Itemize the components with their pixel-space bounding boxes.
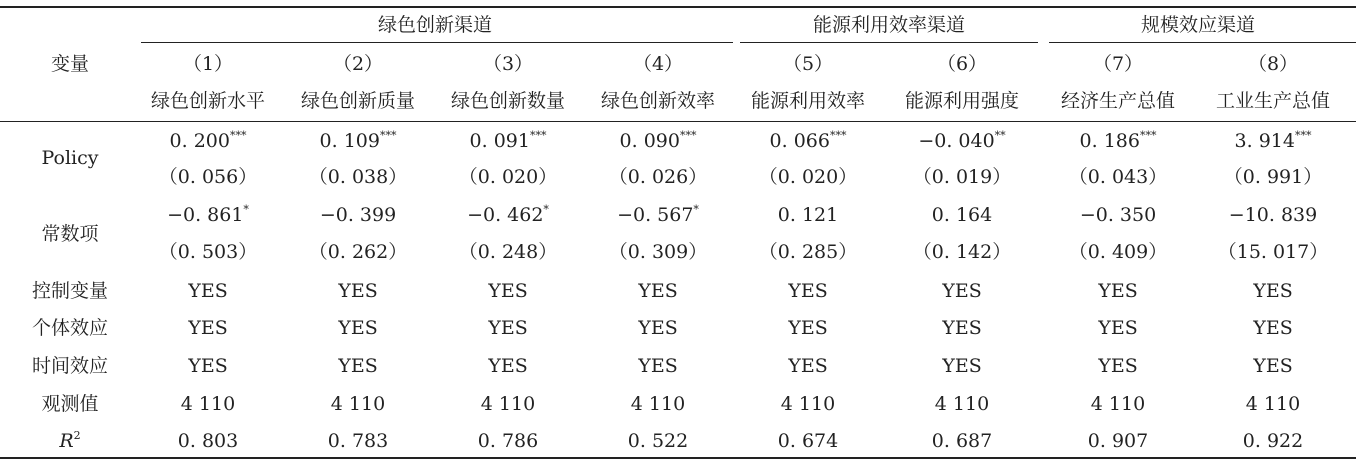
row-label-individual-effects: 个体效应	[31, 317, 109, 339]
control-variables-value: YES	[1098, 280, 1138, 302]
coefficient-value: −10. 839	[1228, 204, 1318, 226]
control-variables-value: YES	[942, 280, 982, 302]
coefficient-value: −0. 462	[467, 204, 544, 226]
coefficient-value: 0. 121	[777, 204, 839, 226]
coefficient-value: 0. 200	[169, 130, 230, 152]
coefficient-value: 0. 066	[769, 130, 830, 152]
coefficient-value: −0. 861	[167, 204, 244, 226]
row-label-constant: 常数项	[41, 223, 99, 245]
policy-coefficient	[1080, 129, 1157, 153]
observations-value: 4 110	[480, 393, 536, 415]
r-squared-value: 0. 674	[777, 430, 839, 452]
column-name: 绿色创新质量	[300, 90, 416, 112]
coefficient-value: 0. 109	[319, 130, 380, 152]
coefficient-value: −0. 350	[1079, 204, 1157, 226]
significance-stars: ***	[379, 129, 397, 142]
coefficient-value: 0. 091	[469, 130, 530, 152]
coefficient-value: −0. 399	[319, 204, 397, 226]
policy-standard-error: （0. 020）	[458, 166, 558, 188]
significance-stars: ***	[679, 129, 697, 142]
column-number: （4）	[632, 53, 684, 75]
significance-stars: **	[994, 129, 1006, 142]
header-rule	[0, 121, 1356, 122]
individual-effects-value: YES	[638, 317, 678, 339]
policy-coefficient	[918, 129, 1005, 153]
top-rule	[0, 6, 1356, 8]
control-variables-value: YES	[1253, 280, 1293, 302]
row-label-time-effects: 时间效应	[31, 355, 109, 377]
constant-standard-error: （0. 409）	[1068, 241, 1168, 263]
r-squared-value: 0. 907	[1087, 430, 1149, 452]
time-effects-value: YES	[338, 355, 378, 377]
individual-effects-value: YES	[942, 317, 982, 339]
significance-stars: *	[543, 203, 549, 216]
significance-stars: ***	[829, 129, 847, 142]
column-number: （3）	[482, 53, 534, 75]
constant-coefficient	[1229, 203, 1317, 227]
time-effects-value: YES	[188, 355, 228, 377]
coefficient-value: 0. 090	[619, 130, 680, 152]
policy-standard-error: （0. 020）	[758, 166, 858, 188]
column-number: （5）	[782, 53, 834, 75]
significance-stars: ***	[1294, 129, 1312, 142]
individual-effects-value: YES	[488, 317, 528, 339]
control-variables-value: YES	[638, 280, 678, 302]
group-header-scale-effect: 规模效应渠道	[1140, 14, 1256, 36]
individual-effects-value: YES	[1253, 317, 1293, 339]
policy-coefficient	[470, 129, 547, 153]
policy-standard-error: （0. 991）	[1223, 166, 1323, 188]
column-name: 经济生产总值	[1060, 90, 1176, 112]
individual-effects-value: YES	[1098, 317, 1138, 339]
individual-effects-value: YES	[338, 317, 378, 339]
r-squared-exponent: 2	[73, 429, 81, 442]
constant-standard-error: （0. 248）	[458, 241, 558, 263]
constant-standard-error: （15. 017）	[1217, 241, 1329, 263]
column-name: 绿色创新水平	[150, 90, 266, 112]
column-name: 绿色创新效率	[600, 90, 716, 112]
time-effects-value: YES	[1253, 355, 1293, 377]
policy-coefficient	[1235, 129, 1312, 153]
group-rule-green-innovation	[141, 42, 733, 43]
column-number: （6）	[936, 53, 988, 75]
constant-coefficient	[778, 203, 838, 227]
constant-coefficient	[467, 203, 549, 227]
constant-standard-error: （0. 262）	[308, 241, 408, 263]
group-header-green-innovation: 绿色创新渠道	[377, 14, 493, 36]
control-variables-value: YES	[338, 280, 378, 302]
significance-stars: ***	[229, 129, 247, 142]
column-number: （7）	[1092, 53, 1144, 75]
coefficient-value: 0. 164	[931, 204, 993, 226]
time-effects-value: YES	[488, 355, 528, 377]
r-squared-value: 0. 786	[477, 430, 539, 452]
constant-coefficient	[320, 203, 396, 227]
row-label-policy: Policy	[41, 147, 99, 169]
r-squared-value: 0. 687	[931, 430, 993, 452]
r-squared-value: 0. 803	[177, 430, 239, 452]
coefficient-value: −0. 567	[617, 204, 694, 226]
time-effects-value: YES	[1098, 355, 1138, 377]
group-rule-energy-efficiency	[740, 42, 1038, 43]
observations-value: 4 110	[934, 393, 990, 415]
observations-value: 4 110	[1090, 393, 1146, 415]
significance-stars: *	[243, 203, 249, 216]
individual-effects-value: YES	[188, 317, 228, 339]
significance-stars: ***	[529, 129, 547, 142]
observations-value: 4 110	[630, 393, 686, 415]
individual-effects-value: YES	[788, 317, 828, 339]
coefficient-value: 0. 186	[1079, 130, 1140, 152]
constant-coefficient	[932, 203, 992, 227]
r-squared-value: 0. 522	[627, 430, 689, 452]
policy-coefficient	[320, 129, 397, 153]
policy-standard-error: （0. 043）	[1068, 166, 1168, 188]
policy-standard-error: （0. 026）	[608, 166, 708, 188]
policy-standard-error: （0. 056）	[158, 166, 258, 188]
variable-header: 变量	[50, 53, 90, 75]
row-label-observations: 观测值	[41, 393, 99, 415]
group-header-energy-efficiency: 能源利用效率渠道	[812, 14, 966, 36]
constant-coefficient	[1080, 203, 1156, 227]
row-label-r-squared	[59, 429, 80, 453]
column-number: （8）	[1247, 53, 1299, 75]
time-effects-value: YES	[942, 355, 982, 377]
control-variables-value: YES	[488, 280, 528, 302]
observations-value: 4 110	[180, 393, 236, 415]
r-squared-value: 0. 783	[327, 430, 389, 452]
policy-coefficient	[620, 129, 697, 153]
coefficient-value: 3. 914	[1234, 130, 1295, 152]
observations-value: 4 110	[780, 393, 836, 415]
column-name: 能源利用效率	[750, 90, 866, 112]
policy-standard-error: （0. 019）	[912, 166, 1012, 188]
policy-coefficient	[770, 129, 847, 153]
significance-stars: *	[693, 203, 699, 216]
policy-standard-error: （0. 038）	[308, 166, 408, 188]
column-name: 能源利用强度	[904, 90, 1020, 112]
r-squared-value: 0. 922	[1242, 430, 1304, 452]
column-number: （2）	[332, 53, 384, 75]
constant-coefficient	[617, 203, 699, 227]
group-rule-scale-effect	[1049, 42, 1356, 43]
r-squared-symbol: R	[59, 430, 74, 452]
constant-coefficient	[167, 203, 249, 227]
constant-standard-error: （0. 285）	[758, 241, 858, 263]
constant-standard-error: （0. 142）	[912, 241, 1012, 263]
time-effects-value: YES	[638, 355, 678, 377]
column-number: （1）	[182, 53, 234, 75]
policy-coefficient	[170, 129, 247, 153]
control-variables-value: YES	[788, 280, 828, 302]
significance-stars: ***	[1139, 129, 1157, 142]
observations-value: 4 110	[1245, 393, 1301, 415]
control-variables-value: YES	[188, 280, 228, 302]
observations-value: 4 110	[330, 393, 386, 415]
column-name: 工业生产总值	[1215, 90, 1331, 112]
coefficient-value: −0. 040	[918, 130, 995, 152]
row-label-control-variables: 控制变量	[31, 280, 109, 302]
constant-standard-error: （0. 503）	[158, 241, 258, 263]
time-effects-value: YES	[788, 355, 828, 377]
column-name: 绿色创新数量	[450, 90, 566, 112]
constant-standard-error: （0. 309）	[608, 241, 708, 263]
